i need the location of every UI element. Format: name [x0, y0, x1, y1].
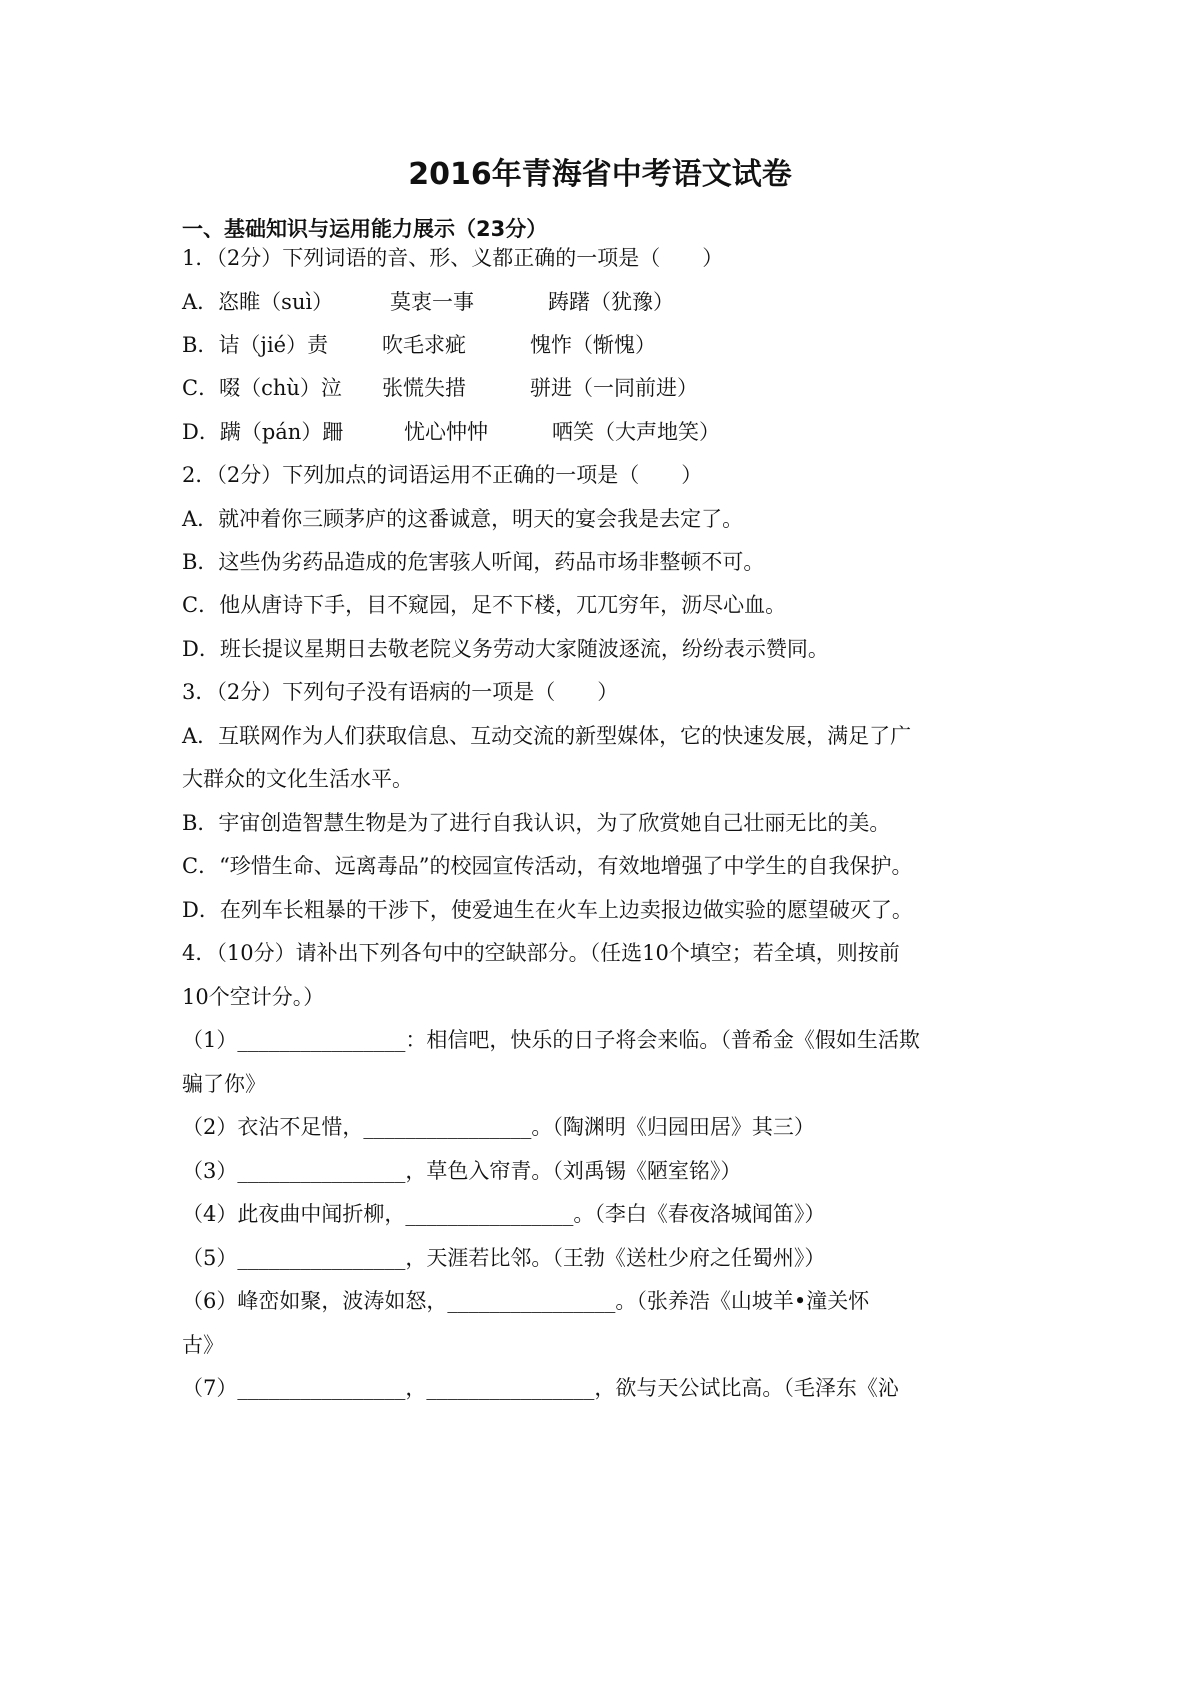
question-2-option-d: D．班长提议星期日去敬老院义务劳动大家随波逐流，纷纷表示赞同。	[182, 637, 829, 661]
question-1-option-d	[182, 417, 1042, 447]
question-4-item-7: （7）________________，________________，欲与天公试比高。（毛泽东《沁	[182, 1376, 899, 1400]
question-2-option-b: B．这些伪劣药品造成的危害骇人听闻，药品市场非整顿不可。	[182, 550, 765, 574]
question-3-option-d: D．在列车长粗暴的干涉下，使爱迪生在火车上边卖报边做实验的愿望破灭了。	[182, 898, 913, 922]
question-4-stem-line1: 4．（10分）请补出下列各句中的空缺部分。（任选10个填空；若全填，则按前	[182, 941, 900, 965]
question-4-stem-line2: 10个空计分。）	[182, 985, 325, 1009]
option-d-word: 忧心忡忡	[404, 420, 488, 444]
option-b-word: 吹毛求疵	[382, 333, 466, 357]
question-2-stem: 2．（2分）下列加点的词语运用不正确的一项是（ ）	[182, 463, 703, 487]
question-4-item-1-line1: （1）________________：相信吧，快乐的日子将会来临。（普希金《假如生活欺	[182, 1028, 920, 1052]
question-1-option-a	[182, 287, 1042, 317]
option-d-pinyin: D．蹒（pán）跚	[182, 420, 344, 444]
question-4-item-2: （2）衣沾不足惜，________________。（陶渊明《归园田居》其三）	[182, 1115, 815, 1139]
question-3-option-c: C．“珍惜生命、远离毒品”的校园宣传活动，有效地增强了中学生的自我保护。	[182, 854, 913, 878]
question-4-item-6-line1: （6）峰峦如聚，波涛如怒，________________。（张养浩《山坡羊•潼关怀	[182, 1289, 870, 1313]
page-title: 2016年青海省中考语文试卷	[408, 157, 792, 192]
option-c-word: 张慌失措	[382, 376, 466, 400]
option-d-meaning: 哂笑（大声地笑）	[552, 420, 720, 444]
option-c-meaning: 骈进（一同前进）	[530, 376, 698, 400]
option-a-word: 莫衷一事	[390, 290, 474, 314]
question-2-option-a: A．就冲着你三顾茅庐的这番诚意，明天的宴会我是去定了。	[182, 507, 744, 531]
question-4-item-3: （3）________________，草色入帘青。（刘禹锡《陋室铭》）	[182, 1159, 742, 1183]
option-c-pinyin: C．啜（chù）泣	[182, 376, 342, 400]
question-3-option-a-line1: A．互联网作为人们获取信息、互动交流的新型媒体，它的快速发展，满足了广	[182, 724, 912, 748]
question-3-option-b: B．宇宙创造智慧生物是为了进行自我认识，为了欣赏她自己壮丽无比的美。	[182, 811, 891, 835]
option-b-pinyin: B．诘（jié）责	[182, 333, 329, 357]
question-4-item-1-line2: 骗了你》	[182, 1072, 266, 1096]
option-a-meaning: 踌躇（犹豫）	[548, 290, 674, 314]
question-4-item-5: （5）________________，天涯若比邻。（王勃《送杜少府之任蜀州》）	[182, 1246, 826, 1270]
question-4-item-4: （4）此夜曲中闻折柳，________________。（李白《春夜洛城闻笛》）	[182, 1202, 826, 1226]
question-3-stem: 3．（2分）下列句子没有语病的一项是（ ）	[182, 680, 619, 704]
section-heading: 一、基础知识与运用能力展示（23分）	[182, 217, 548, 241]
question-1-option-c	[182, 373, 1042, 403]
option-a-pinyin: A．恣睢（suì）	[182, 290, 334, 314]
question-3-option-a-line2: 大群众的文化生活水平。	[182, 767, 413, 791]
question-4-item-6-line2: 古》	[182, 1333, 224, 1357]
option-b-meaning: 愧怍（惭愧）	[530, 333, 656, 357]
question-1-option-b	[182, 330, 1042, 360]
question-1-stem: 1．（2分）下列词语的音、形、义都正确的一项是（ ）	[182, 246, 724, 270]
question-2-option-c: C．他从唐诗下手，目不窥园，足不下楼，兀兀穷年，沥尽心血。	[182, 593, 787, 617]
